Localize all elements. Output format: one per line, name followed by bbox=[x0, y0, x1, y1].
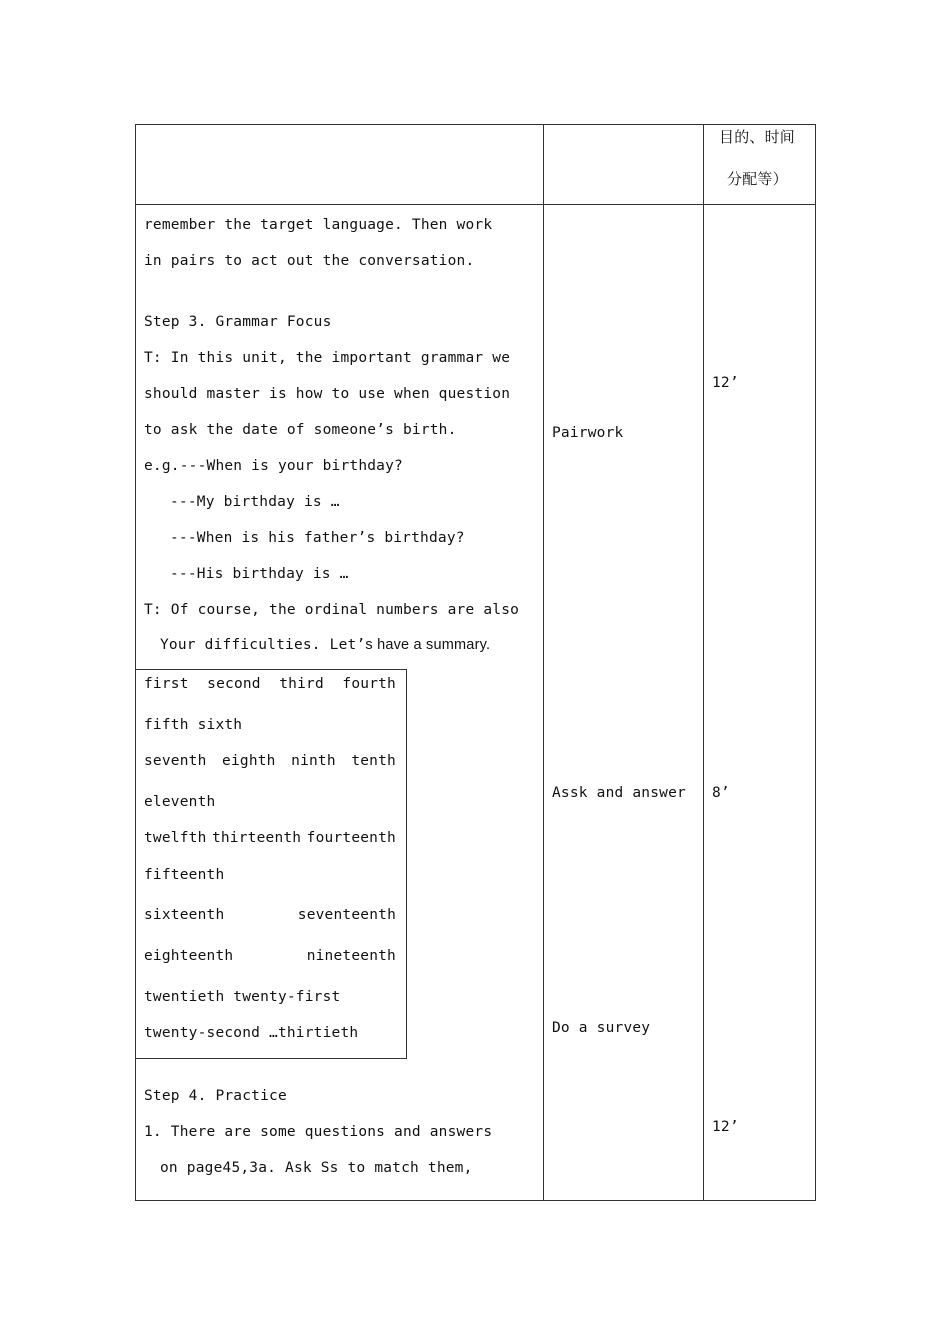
text-line: in pairs to act out the conversation. bbox=[144, 253, 475, 269]
ordinal-word: ninth bbox=[291, 753, 336, 769]
text-segment: s have a summary. bbox=[365, 637, 491, 653]
header-purpose-time-line1: 目的、时间 bbox=[719, 128, 796, 146]
ordinal-word: seventh bbox=[144, 753, 207, 769]
text-line: T: Of course, the ordinal numbers are also bbox=[144, 602, 520, 618]
text-line: 1. There are some questions and answers bbox=[144, 1124, 493, 1140]
ordinal-word: nineteenth bbox=[306, 948, 396, 964]
text-line: ---His birthday is … bbox=[170, 566, 349, 582]
text-line: to ask the date of someone’s birth. bbox=[144, 422, 457, 438]
ordinal-row: twenty-second …thirtieth bbox=[144, 1025, 359, 1041]
ordinal-row: twentieth twenty-first bbox=[144, 989, 341, 1005]
ordinal-word: third bbox=[279, 676, 324, 692]
text-line: e.g.---When is your birthday? bbox=[144, 458, 403, 474]
text-line: ---When is his father’s birthday? bbox=[170, 530, 465, 546]
header-purpose-time-line2: 分配等） bbox=[727, 170, 788, 188]
column-divider-2 bbox=[703, 124, 704, 1201]
ordinal-row bbox=[144, 829, 396, 847]
text-line: T: In this unit, the important grammar we bbox=[144, 350, 511, 366]
ordinal-word: first bbox=[144, 676, 189, 692]
table-right-border bbox=[815, 124, 816, 1201]
column-divider-1 bbox=[543, 124, 544, 1201]
activity-survey: Do a survey bbox=[552, 1020, 651, 1036]
step4-heading: Step 4. Practice bbox=[144, 1088, 287, 1104]
ordinal-word: fourteenth bbox=[306, 830, 396, 846]
ordinal-word: eighteenth bbox=[144, 948, 234, 964]
activity-ask-answer: Assk and answer bbox=[552, 785, 686, 801]
ordinal-row bbox=[144, 947, 396, 965]
ordinal-row bbox=[144, 675, 396, 693]
ordinal-row bbox=[144, 752, 396, 770]
ordinal-row: fifteenth bbox=[144, 867, 225, 883]
ordinal-word: tenth bbox=[351, 753, 396, 769]
text-line: should master is how to use when question bbox=[144, 386, 511, 402]
text-line bbox=[160, 636, 490, 654]
header-row-divider bbox=[135, 204, 816, 205]
ordinal-word: sixteenth bbox=[144, 907, 225, 923]
text-line: remember the target language. Then work bbox=[144, 217, 493, 233]
ordinal-row: fifth sixth bbox=[144, 717, 243, 733]
text-line: ---My birthday is … bbox=[170, 494, 340, 510]
ordinal-row: eleventh bbox=[144, 794, 216, 810]
ordinal-word: twelfth bbox=[144, 830, 207, 846]
ordinal-word: fourth bbox=[342, 676, 396, 692]
time-allocation: 12’ bbox=[712, 1119, 739, 1135]
time-allocation: 12’ bbox=[712, 375, 739, 391]
ordinal-word: seventeenth bbox=[297, 907, 396, 923]
ordinal-word: second bbox=[207, 676, 261, 692]
ordinal-word: eighth bbox=[222, 753, 276, 769]
text-line: on page45,3a. Ask Ss to match them, bbox=[160, 1160, 473, 1176]
time-allocation: 8’ bbox=[712, 785, 730, 801]
activity-pairwork: Pairwork bbox=[552, 425, 624, 441]
table-top-border bbox=[135, 124, 816, 125]
table-bottom-border bbox=[135, 1200, 816, 1201]
ordinal-word: thirteenth bbox=[211, 830, 302, 846]
step3-heading: Step 3. Grammar Focus bbox=[144, 314, 332, 330]
ordinal-row bbox=[144, 906, 396, 924]
text-segment: Your difficulties. Let’ bbox=[160, 637, 366, 653]
